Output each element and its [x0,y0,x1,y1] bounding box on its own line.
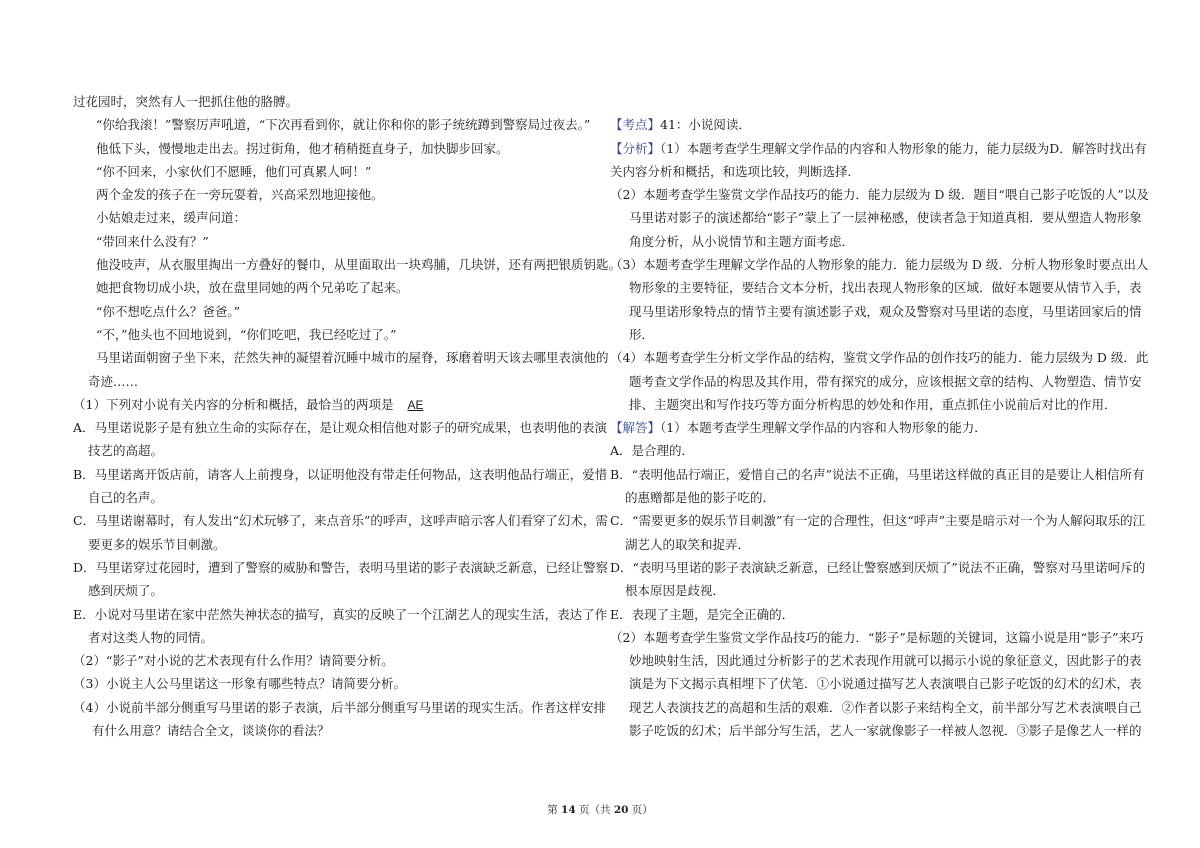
answer-line: 的惠赠都是他的影子吃的． [625,490,776,506]
analysis-line: 物形象的主要特征，要结合文本分析，找出表现人物形象的区域．做好本题要从情节入手，表 [629,280,1142,296]
jieda-tag: 【解答】 [610,420,661,436]
footer-text: 第 [547,804,562,816]
question-line: （3）小说主人公马里诺这一形象有哪些特点？请简要分析。 [73,676,406,692]
answer-line: 根本原因是歧视． [625,583,726,599]
answer-line: 湖艺人的取笑和捉弄． [625,536,751,552]
story-line: “你不回来，小家伙们不愿睡，他们可真累人呵！” [96,163,372,179]
analysis-line: 现马里诺形象特点的情节主要有演述影子戏，观众及警察对马里诺的态度，马里诺回家后的情 [629,303,1142,319]
jieda-line [610,416,1130,439]
option-line: C．马里诺谢幕时，有人发出“幻术玩够了，来点音乐”的呼声，这呼声暗示客人们看穿了幻术，需 [73,513,608,529]
analysis-line: 排、主题突出和写作技巧等方面分析构思的妙处和作用，重点抓住小说前后对比的作用． [629,396,1117,412]
option-line: B．马里诺离开饭店前，请客人上前搜身，以证明他没有带走任何物品，这表明他品行端正，爱惜 [73,466,608,482]
answer-line: A．是合理的． [610,443,695,459]
option-line: D．马里诺穿过花园时，遭到了警察的威胁和警告，表明马里诺的影子表演缺乏新意，已经让警察 [73,559,609,575]
answer-line: 影子吃饭的幻术；后半部分写生活，艺人一家就像影子一样被人忽视．③影子是像艺人一样的 [629,723,1142,739]
fenxi-tag: 【分析】 [610,140,661,156]
story-line: 马里诺面朝窗子坐下来，茫然失神的凝望着沉睡中城市的屋脊，琢磨着明天该去哪里表演他的 [96,350,609,366]
analysis-line: 关内容分析和概括，和选项比较，判断选择． [610,163,861,179]
answer-line: B．“表明他品行端正，爱惜自己的名声”说法不正确，马里诺这样做的真正目的是要让人相信所有 [610,466,1145,482]
answer-line: C．“需要更多的娱乐节目刺激”有一定的合理性，但这“呼声”主要是暗示对一个为人解闷取乐的江 [610,513,1146,529]
fenxi-line [610,137,1147,160]
story-line: “带回来什么没有？” [96,233,209,249]
analysis-line: （2）本题考查学生鉴赏文学作品技巧的能力．能力层级为 D 级．题目“喂自己影子吃饭的人”以及 [610,187,1149,203]
footer-text: 页） [628,804,653,816]
analysis-line: 马里诺对影子的演述都给“影子”蒙上了一层神秘感，使读者急于知道真相．要从塑造人物形象 [629,210,1142,226]
story-line: “你不想吃点什么？爸爸。” [96,303,241,319]
analysis-line: 形． [629,326,655,342]
answer-line: （2）本题考查学生鉴赏文学作品技巧的能力．“影子”是标题的关键词，这篇小说是用“影子”来巧 [610,629,1144,645]
page-number: 14 [561,804,576,816]
answer-line: 现艺人表演技艺的高超和生活的艰难．②作者以影子来结构全文，前半部分写艺术表演喂自己 [629,699,1142,715]
page-footer [0,802,1200,817]
left-column [73,90,622,742]
answer-line: 妙地映射生活，因此通过分析影子的艺术表现作用就可以揭示小说的象征意义，因此影子的表 [629,653,1142,669]
question-1-answer: AE [407,397,424,412]
analysis-line: （1）本题考查学生理解文学作品的内容和人物形象的能力，能力层级为D．解答时找出有 [660,140,1147,156]
answer-line: （1）本题考查学生理解文学作品的内容和人物形象的能力． [660,420,987,436]
question-line: （2）“影子”对小说的艺术表现有什么作用？请简要分析。 [73,653,394,669]
option-line: 要更多的娱乐节目刺激。 [88,536,226,552]
analysis-line: 角度分析，从小说情节和主题方面考虑． [629,233,855,249]
analysis-line: （3）本题考查学生理解文学作品的人物形象的能力．能力层级为 D 级．分析人物形象时要点出人 [610,257,1149,273]
analysis-line: （4）本题考查学生分析文学作品的结构，鉴赏文学作品的创作技巧的能力．能力层级为 D 级．此 [610,350,1149,366]
answer-line: E．表现了主题，是完全正确的． [610,606,795,622]
option-line: 自己的名声。 [88,490,164,506]
story-line: 他没吱声，从衣服里掏出一方叠好的餐巾，从里面取出一块鸡脯，几块饼，还有两把银质钥匙。 [96,257,622,273]
story-line: “你给我滚！”警察厉声吼道，“下次再看到你，就让你和你的影子统统蹲到警察局过夜去。” [96,117,591,133]
question-line: （4）小说前半部分侧重写马里诺的影子表演，后半部分侧重写马里诺的现实生活。作者这样安排 [73,699,606,715]
analysis-line: 题考查文学作品的构思及其作用，带有探究的成分，应该根据文章的结构、人物塑造、情节安 [629,373,1142,389]
kaodian-text: 41：小说阅读． [660,117,751,133]
story-line: 她把食物切成小块，放在盘里同她的两个兄弟吃了起来。 [96,280,409,296]
story-line: 奇迹…… [88,373,139,389]
kaodian-tag: 【考点】 [610,117,661,133]
kaodian-line [610,113,1130,136]
answer-line: D．“表明马里诺的影子表演缺乏新意，已经让警察感到厌烦了”说法不正确，警察对马里诺呵斥的 [610,559,1146,575]
option-line: A．马里诺说影子是有独立生命的实际存在，是让观众相信他对影子的研究成果，也表明他的表演 [73,420,608,436]
question-line: 有什么用意？请结合全文，谈谈你的看法？ [92,723,330,739]
option-line: 者对这类人物的同情。 [88,629,214,645]
right-column [610,90,1149,742]
story-line: “不，”他头也不回地说到，“你们吃吧，我已经吃过了。” [96,326,397,342]
story-line: 他低下头，慢慢地走出去。拐过街角，他才稍稍挺直身子，加快脚步回家。 [96,140,509,156]
story-line: 两个金发的孩子在一旁玩耍着，兴高采烈地迎接他。 [96,187,384,203]
question-1-text: （1）下列对小说有关内容的分析和概括，最恰当的两项是 [73,396,394,412]
question-1 [73,393,595,416]
story-line: 过花园时，突然有人一把抓住他的胳膊。 [73,94,299,109]
answer-line: 演是为下文揭示真相埋下了伏笔．①小说通过描写艺人表演喂自己影子吃饭的幻术的幻术，表 [629,676,1142,692]
footer-text: 页（共 [575,804,614,816]
option-line: 技艺的高超。 [88,443,164,459]
page-total: 20 [613,804,629,816]
option-line: E．小说对马里诺在家中茫然失神状态的描写，真实的反映了一个江湖艺人的现实生活，表达了作 [73,606,608,622]
option-line: 感到厌烦了。 [88,583,164,599]
story-line: 小姑娘走过来，缓声问道： [96,210,247,226]
